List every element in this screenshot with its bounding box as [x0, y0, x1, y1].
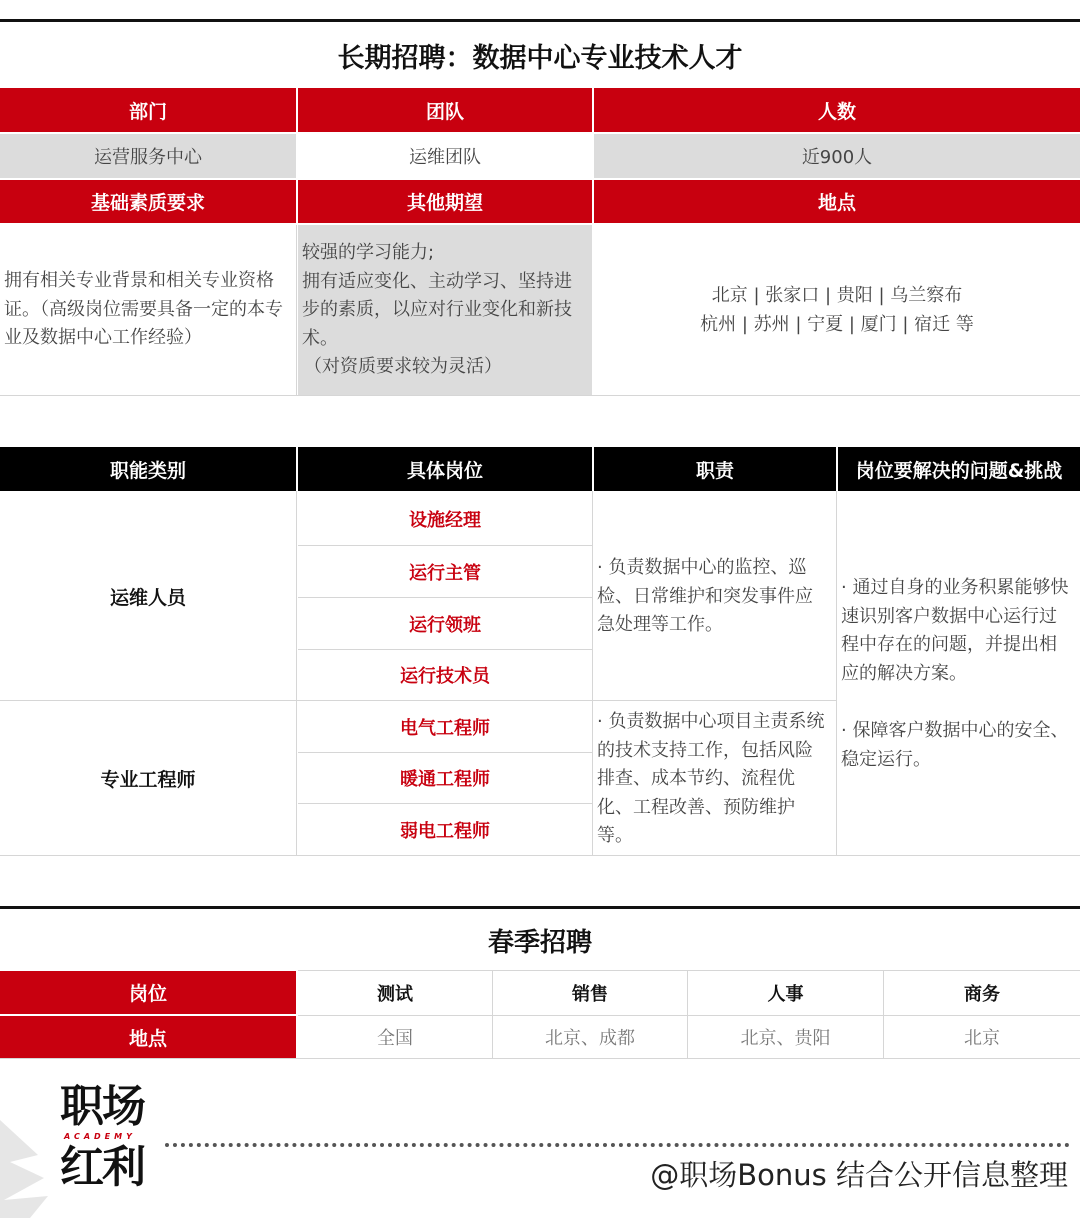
divider — [298, 803, 592, 804]
brand-logo-line1: 职场 — [60, 1081, 144, 1132]
row-label-location: 地点 — [0, 1016, 296, 1058]
position-operations-foreman: 运行领班 — [409, 614, 481, 636]
header-specific-position: 具体岗位 — [298, 447, 592, 491]
position-hvac-engineer: 暖通工程师 — [400, 769, 490, 790]
divider — [687, 971, 688, 1058]
category-engineers: 专业工程师 — [100, 768, 196, 791]
row-label-position: 岗位 — [0, 971, 296, 1014]
position-electrical-engineer: 电气工程师 — [400, 717, 490, 739]
header-other-expectations: 其他期望 — [298, 180, 592, 223]
section3-rule — [0, 906, 1080, 909]
position-low-voltage-engineer: 弱电工程师 — [400, 820, 490, 842]
spring-location-business: 北京 — [964, 1028, 1000, 1049]
spring-position-sales: 销售 — [572, 983, 608, 1005]
challenge-1: · 通过自身的业务积累能够快速识别客户数据中心运行过程中存在的问题，并提出相应的解决方案。 — [841, 577, 1069, 684]
divider — [298, 597, 592, 598]
spring-location-test: 全国 — [377, 1028, 413, 1049]
category-operations: 运维人员 — [109, 587, 186, 609]
header-duties: 职责 — [594, 447, 836, 491]
locations-line: 北京 | 张家口 | 贵阳 | 乌兰察布 — [711, 285, 963, 306]
value-department: 运营服务中心 — [0, 134, 296, 178]
divider — [298, 752, 592, 753]
divider — [492, 971, 493, 1058]
other-expectations-block — [298, 225, 592, 395]
challenge-2: · 保障客户数据中心的安全、稳定运行。 — [841, 720, 1069, 770]
divider — [0, 1058, 1080, 1059]
divider — [296, 225, 297, 395]
header-basic-requirement: 基础素质要求 — [0, 180, 296, 223]
divider — [592, 491, 593, 855]
value-team: 运维团队 — [298, 134, 592, 178]
position-facility-manager: 设施经理 — [409, 510, 481, 531]
divider — [0, 700, 836, 701]
header-challenges: 岗位要解决的问题&挑战 — [838, 447, 1080, 491]
divider — [298, 1015, 1080, 1016]
header-location: 地点 — [594, 180, 1080, 223]
divider — [298, 970, 1080, 971]
spring-position-test: 测试 — [377, 983, 413, 1005]
footer-credit: @职场Bonus 结合公开信息整理 — [650, 1158, 1068, 1192]
position-operations-supervisor: 运行主管 — [409, 562, 481, 584]
divider — [883, 971, 884, 1058]
locations-line: 杭州 | 苏州 | 宁夏 | 厦门 | 宿迁 等 — [700, 314, 974, 335]
brand-logo-sub: ACADEMY — [64, 1132, 136, 1141]
header-team: 团队 — [298, 88, 592, 132]
top-rule — [0, 19, 1080, 22]
locations-block — [594, 225, 1080, 395]
spring-position-hr: 人事 — [767, 983, 804, 1005]
divider — [0, 395, 1080, 396]
spring-position-business: 商务 — [964, 983, 1000, 1005]
value-headcount: 近900人 — [594, 134, 1080, 178]
header-department: 部门 — [0, 88, 296, 132]
expectation-line: 较强的学习能力; — [302, 242, 435, 263]
expectation-note: （对资质要求较为灵活） — [304, 356, 502, 377]
basic-requirement-text: 拥有相关专业背景和相关专业资格证。（高级岗位需要具备一定的本专业及数据中心工作经验） — [0, 225, 296, 395]
divider — [836, 491, 837, 855]
spring-location-sales: 北京、成都 — [545, 1028, 635, 1049]
section3-title: 春季招聘 — [487, 927, 592, 958]
duty-engineers: · 负责数据中心项目主责系统的技术支持工作，包括风险排查、成本节约、流程优化、工程改善、预防维护等。 — [597, 711, 825, 846]
header-headcount: 人数 — [594, 88, 1080, 132]
divider — [298, 545, 592, 546]
header-function-category: 职能类别 — [0, 447, 296, 491]
position-operations-technician: 运行技术员 — [400, 666, 490, 687]
expectation-line: 拥有适应变化、主动学习、坚持进步的素质，以应对行业变化和新技术。 — [302, 270, 572, 349]
brand-logo — [60, 1082, 170, 1194]
divider — [298, 649, 592, 650]
duty-operations: · 负责数据中心的监控、巡检、日常维护和突发事件应急处理等工作。 — [597, 557, 813, 635]
footer-dotted-line — [165, 1143, 1070, 1147]
divider — [296, 491, 297, 855]
spring-location-hr: 北京、贵阳 — [740, 1028, 831, 1049]
section1-title: 长期招聘：数据中心专业技术人才 — [337, 42, 743, 74]
brand-logo-line2: 红利 — [60, 1142, 144, 1193]
divider — [0, 855, 1080, 856]
